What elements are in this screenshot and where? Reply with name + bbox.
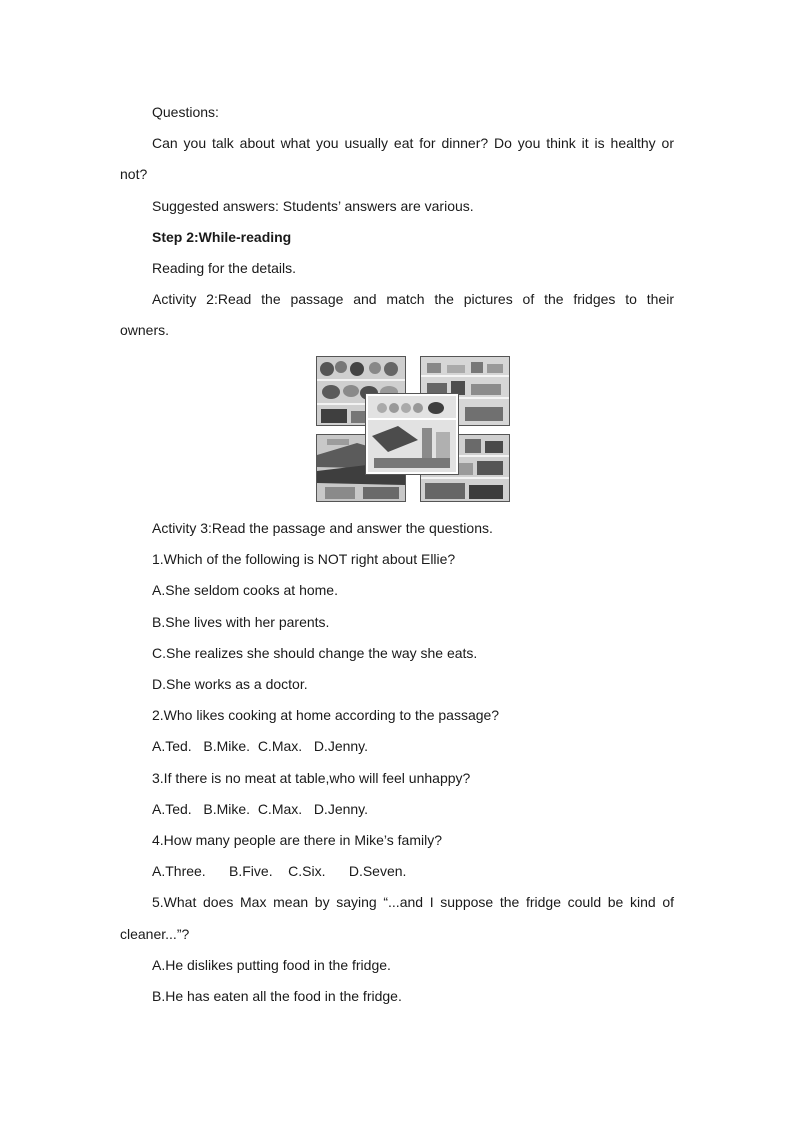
q1-option-b: B.She lives with her parents. xyxy=(152,614,330,630)
q5-stem-line-1: 5.What does Max mean by saying “...and I suppose the fridge could be kind of xyxy=(152,894,674,910)
question-text-line-2: not? xyxy=(120,166,148,182)
q1-option-c: C.She realizes she should change the way she eats. xyxy=(152,645,478,661)
q1-option-d: D.She works as a doctor. xyxy=(152,676,308,692)
step2-heading: Step 2:While-reading xyxy=(152,229,292,245)
q4-options: A.Three. B.Five. C.Six. D.Seven. xyxy=(152,863,407,879)
questions-heading: Questions: xyxy=(152,104,219,120)
fridge-photo-5 xyxy=(366,394,458,474)
q4-stem: 4.How many people are there in Mike’s family? xyxy=(152,832,442,848)
question-text-line-1: Can you talk about what you usually eat for dinner? Do you think it is healthy or xyxy=(152,135,674,151)
activity2-line-1: Activity 2:Read the passage and match the pictures of the fridges to their xyxy=(152,291,674,307)
reading-details: Reading for the details. xyxy=(152,260,296,276)
q2-stem: 2.Who likes cooking at home according to the passage? xyxy=(152,707,500,723)
q5-stem-line-2: cleaner...”? xyxy=(120,926,190,942)
q5-option-a: A.He dislikes putting food in the fridge. xyxy=(152,957,391,973)
q1-option-a: A.She seldom cooks at home. xyxy=(152,582,338,598)
q5-option-b: B.He has eaten all the food in the fridge. xyxy=(152,988,402,1004)
q2-options: A.Ted. B.Mike. C.Max. D.Jenny. xyxy=(152,738,369,754)
q3-stem: 3.If there is no meat at table,who will feel unhappy? xyxy=(152,770,471,786)
activity2-line-2: owners. xyxy=(120,322,170,338)
q1-stem: 1.Which of the following is NOT right about Ellie? xyxy=(152,551,456,567)
activity3-heading: Activity 3:Read the passage and answer the questions. xyxy=(152,520,493,536)
suggested-answers: Suggested answers: Students’ answers are various. xyxy=(152,198,474,214)
q3-options: A.Ted. B.Mike. C.Max. D.Jenny. xyxy=(152,801,369,817)
fridge-pictures-collage xyxy=(316,356,510,500)
